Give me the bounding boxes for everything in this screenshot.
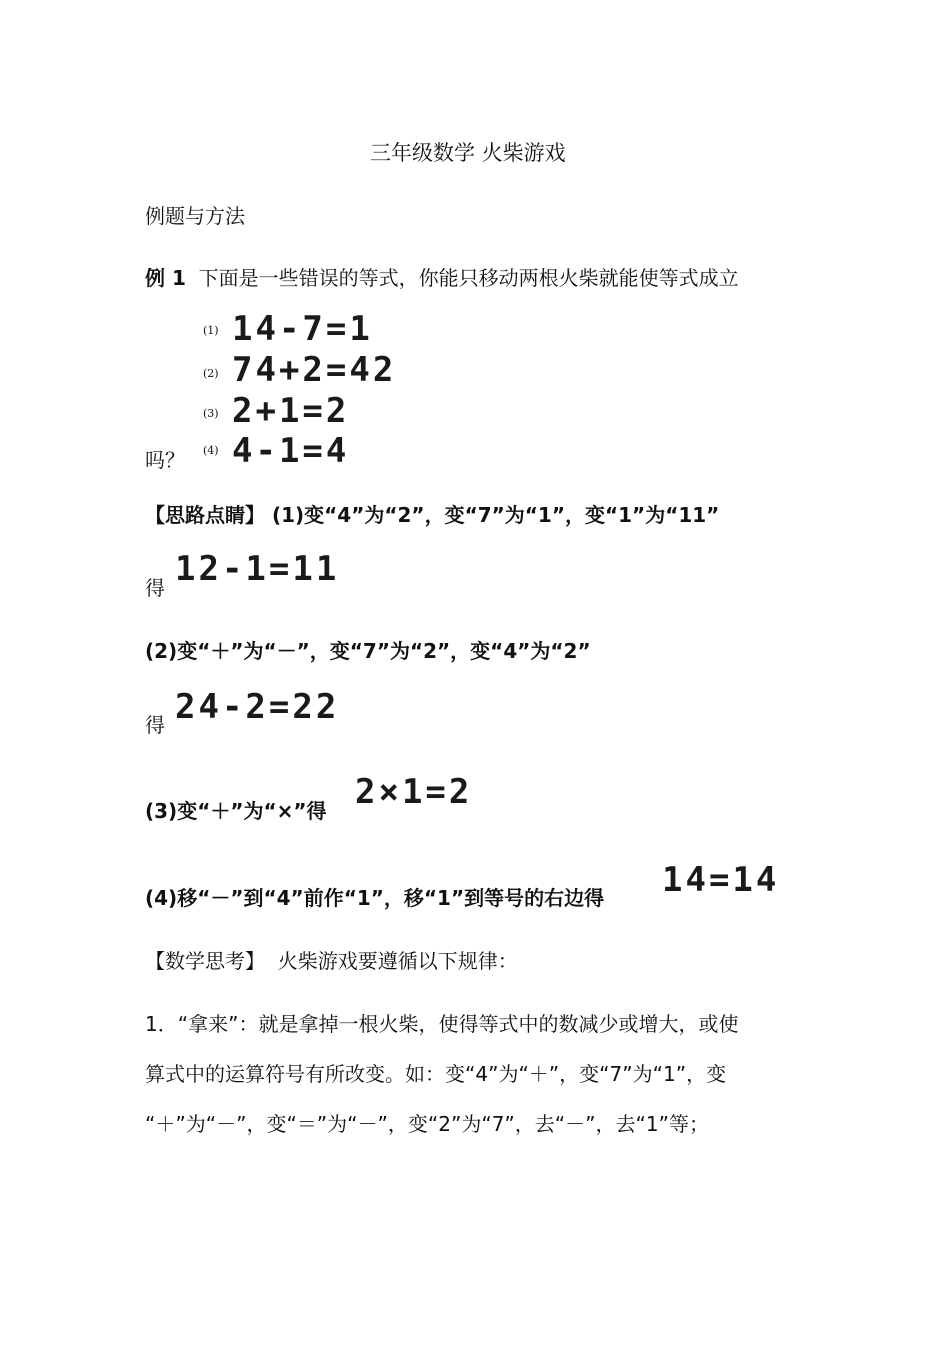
matchstick-equation: 14=14 [662,860,780,900]
matchstick-equation: 74+2=42 [232,350,397,390]
example-tail: 吗？ [145,448,185,472]
problem-number: (2) [203,367,219,380]
rule-1-line-3: “＋”为“－”，变“＝”为“－”，变“2”为“7”，去“－”，去“1”等； [145,1112,709,1136]
result-word: 得 [145,713,165,737]
matchstick-equation: 12-1=11 [175,549,340,589]
section-heading: 例题与方法 [145,204,245,228]
result-word: 得 [145,576,165,600]
problem-number: (1) [203,324,219,337]
think-label: 【数学思考】 [145,949,265,973]
example-text: 下面是一些错误的等式，你能只移动两根火柴就能使等式成立 [198,266,739,290]
think-text: 火柴游戏要遵循以下规律： [277,949,518,973]
hint-step-4: (4)移“－”到“4”前作“1”，移“1”到等号的右边得 [145,886,605,910]
think-line [145,951,518,971]
matchstick-equation: 4-1=4 [232,431,350,471]
problem-number: (4) [203,444,219,457]
matchstick-equation: 2×1=2 [355,772,473,812]
matchstick-equation: 2+1=2 [232,391,350,431]
rule-1-line-2: 算式中的运算符号有所改变。如：变“4”为“＋”，变“7”为“1”，变 [145,1062,727,1086]
hint-line-1 [145,505,719,525]
hint-step-1: (1)变“4”为“2”，变“7”为“1”，变“1”为“11” [271,503,720,527]
example-line [145,268,739,288]
matchstick-equation: 14-7=1 [232,309,373,349]
hint-step-2: (2)变“＋”为“－”，变“7”为“2”，变“4”为“2” [145,639,591,663]
page-title: 三年级数学 火柴游戏 [370,141,566,165]
example-label: 例 1 [145,266,186,290]
hint-label: 【思路点睛】 [145,503,265,527]
problem-number: (3) [203,407,219,420]
rule-1-line-1: 1．“拿来”：就是拿掉一根火柴，使得等式中的数减少或增大，或使 [145,1012,739,1036]
hint-step-3: (3)变“＋”为“×”得 [145,799,327,823]
matchstick-equation: 24-2=22 [175,687,340,727]
